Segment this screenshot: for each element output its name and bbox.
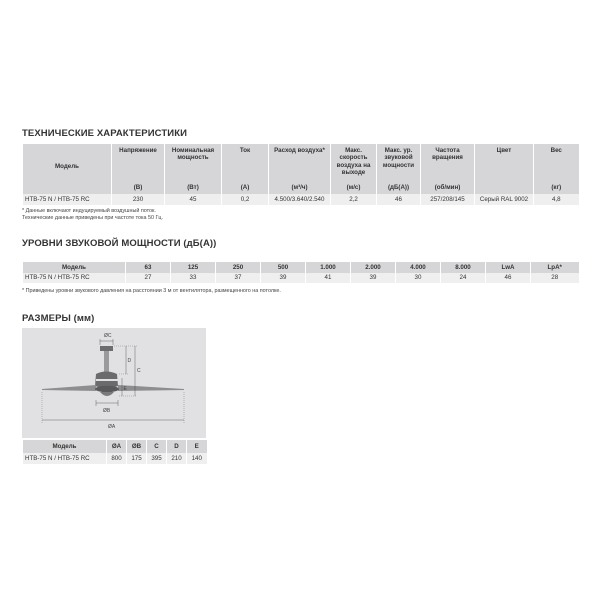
- tech-cell-current: 0,2: [222, 194, 269, 205]
- dims-header-b: ØB: [127, 440, 147, 453]
- sound-cell-4000: 30: [396, 273, 441, 283]
- tech-cell-model: HTB-75 N / HTB-75 RC: [23, 194, 112, 205]
- sound-header-lwa: LwA: [486, 262, 531, 273]
- sound-cell-lwa: 46: [486, 273, 531, 283]
- sound-header-250: 250: [216, 262, 261, 273]
- tech-header-color: Цвет: [475, 144, 534, 194]
- tech-header-airflow: Расход воздуха* (м³/ч): [269, 144, 331, 194]
- dim-label-e: E: [123, 386, 127, 392]
- sound-header-row: [23, 262, 579, 273]
- tech-header-sound-power: Макс. ур. звуковой мощности (дБ(А)): [377, 144, 421, 194]
- sound-cell-500: 39: [261, 273, 306, 283]
- sound-cell-125: 33: [171, 273, 216, 283]
- dims-cell-b: 175: [127, 453, 147, 464]
- dims-header-d: D: [167, 440, 187, 453]
- dims-data-row: [23, 453, 207, 464]
- sound-cell-8000: 24: [441, 273, 486, 283]
- sound-data-row: [23, 273, 579, 283]
- sound-cell-1000: 41: [306, 273, 351, 283]
- sound-header-125: 125: [171, 262, 216, 273]
- tech-cell-color: Серый RAL 9002: [475, 194, 534, 205]
- tech-section-title: ТЕХНИЧЕСКИЕ ХАРАКТЕРИСТИКИ: [22, 128, 188, 139]
- motor-band: [96, 379, 118, 381]
- dims-cell-c: 395: [147, 453, 167, 464]
- tech-header-rpm: Частота вращения (об/мин): [421, 144, 475, 194]
- sound-header-lpa: LpA*: [531, 262, 579, 273]
- sound-header-8000: 8.000: [441, 262, 486, 273]
- tech-cell-sound-power: 46: [377, 194, 421, 205]
- dims-section-title: РАЗМЕРЫ (мм): [22, 313, 95, 324]
- sound-section-title: УРОВНИ ЗВУКОВОЙ МОЩНОСТИ (дБ(А)): [22, 238, 217, 249]
- dims-cell-d: 210: [167, 453, 187, 464]
- sound-header-4000: 4.000: [396, 262, 441, 273]
- blade-left: [42, 385, 96, 391]
- tech-cell-power: 45: [165, 194, 222, 205]
- sound-cell-250: 37: [216, 273, 261, 283]
- dims-header-row: [23, 440, 207, 453]
- dim-label-d: D: [127, 358, 132, 364]
- sound-cell-lpa: 28: [531, 273, 579, 283]
- fan-diagram-drawing: [22, 328, 206, 438]
- blade-right: [118, 385, 184, 391]
- dims-header-e: E: [187, 440, 207, 453]
- tech-specs-table: [22, 144, 579, 205]
- tech-cell-voltage: 230: [112, 194, 165, 205]
- dimensions-table: [22, 440, 207, 464]
- sound-power-table: [22, 262, 579, 283]
- sound-cell-2000: 39: [351, 273, 396, 283]
- down-rod: [104, 351, 109, 373]
- sound-header-2000: 2.000: [351, 262, 396, 273]
- sound-header-500: 500: [261, 262, 306, 273]
- dims-cell-e: 140: [187, 453, 207, 464]
- hub: [95, 386, 119, 392]
- tech-cell-weight: 4,8: [534, 194, 579, 205]
- dim-label-c-diameter: ØC: [104, 333, 112, 339]
- tech-cell-airflow: 4.500/3.640/2.540: [269, 194, 331, 205]
- dims-cell-a: 800: [107, 453, 127, 464]
- tech-header-model: Модель: [23, 144, 112, 194]
- sound-cell-63: 27: [126, 273, 171, 283]
- tech-header-weight: Вес (кг): [534, 144, 579, 194]
- dim-label-c: C: [137, 368, 141, 374]
- lower-cap: [100, 392, 114, 396]
- dims-header-c: C: [147, 440, 167, 453]
- ceiling-canopy: [100, 346, 113, 351]
- sound-cell-model: HTB-75 N / HTB-75 RC: [23, 273, 126, 283]
- tech-cell-rpm: 257/208/145: [421, 194, 475, 205]
- fan-diagram: [22, 328, 206, 438]
- tech-header-voltage: Напряжение (В): [112, 144, 165, 194]
- sound-header-1000: 1.000: [306, 262, 351, 273]
- tech-header-current: Ток (А): [222, 144, 269, 194]
- dims-cell-model: HTB-75 N / HTB-75 RC: [23, 453, 107, 464]
- tech-note-1: * Данные включают индуцируемый воздушный поток.: [22, 208, 156, 214]
- tech-cell-air-speed: 2,2: [331, 194, 377, 205]
- tech-header-air-speed: Макс. скорость воздуха на выходе (м/с): [331, 144, 377, 194]
- tech-note-2: Технические данные приведены при частоте тока 50 Гц.: [22, 215, 163, 221]
- sound-note: * Приведены уровни звукового давления на расстоянии 3 м от вентилятора, размещенного на потолке.: [22, 288, 281, 294]
- dim-label-b-diameter: ØB: [103, 408, 111, 414]
- tech-data-row: [23, 194, 579, 205]
- tech-header-row: [23, 144, 579, 194]
- dim-label-a-diameter: ØA: [108, 424, 116, 430]
- dims-header-a: ØA: [107, 440, 127, 453]
- dims-header-model: Модель: [23, 440, 107, 453]
- tech-header-power: Номинальная мощность (Вт): [165, 144, 222, 194]
- sound-header-63: 63: [126, 262, 171, 273]
- sound-header-model: Модель: [23, 262, 126, 273]
